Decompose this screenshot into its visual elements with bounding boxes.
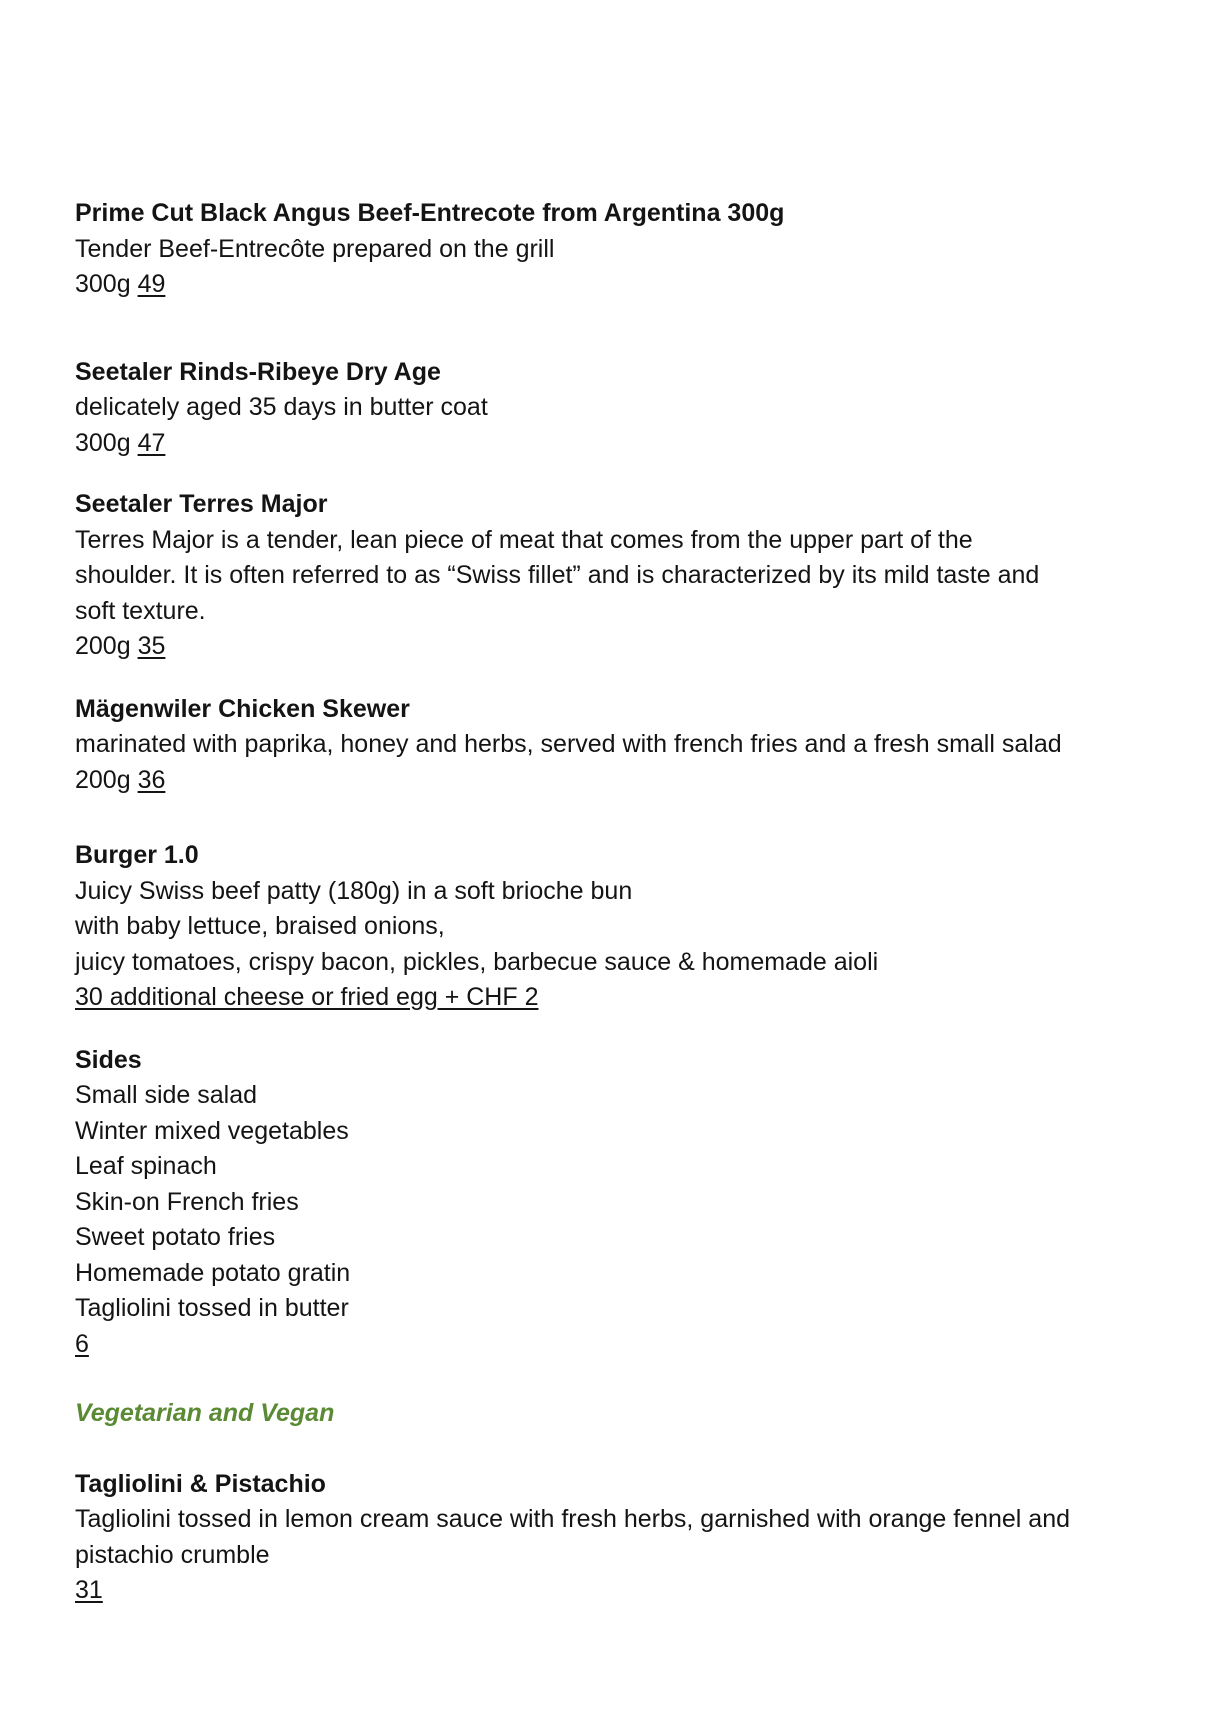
menu-item-description: marinated with paprika, honey and herbs, served with french fries and a fresh small salad: [75, 730, 1062, 758]
spacer: [75, 1016, 1175, 1043]
menu-item-description: Tender Beef-Entrecôte prepared on the grill: [75, 234, 555, 263]
menu-item-price-line: [75, 763, 1175, 799]
side-item: Winter mixed vegetables: [75, 1116, 349, 1145]
side-item: Sweet potato fries: [75, 1223, 276, 1251]
menu-item-price: 47: [137, 428, 166, 457]
spacer: [75, 461, 1175, 487]
menu-page: [75, 196, 1175, 1609]
menu-item-burger: [75, 838, 1175, 1016]
spacer: [75, 665, 1175, 692]
menu-item-description: soft texture.: [75, 596, 206, 625]
menu-item-price-line: [75, 426, 1175, 462]
menu-item-price-line: [75, 1327, 1175, 1363]
menu-item-title: Prime Cut Black Angus Beef-Entrecote from Argentina 300g: [75, 199, 785, 227]
menu-item-description: Juicy Swiss beef patty (180g) in a soft brioche bun: [75, 876, 633, 905]
menu-item-weight: 200g: [75, 765, 131, 794]
menu-item-price: 36: [137, 765, 166, 794]
menu-item-title: Tagliolini & Pistachio: [75, 1469, 326, 1498]
menu-item-description: juicy tomatoes, crispy bacon, pickles, barbecue sauce & homemade aioli: [75, 947, 879, 976]
menu-item-price: 30 additional cheese or fried egg + CHF 2: [75, 983, 539, 1011]
spacer: [75, 1432, 1175, 1467]
menu-item-description: delicately aged 35 days in butter coat: [75, 393, 488, 421]
menu-item-price-line: [75, 267, 1175, 303]
menu-item-title: Seetaler Terres Major: [75, 490, 328, 518]
side-item: Homemade potato gratin: [75, 1258, 351, 1287]
spacer: [75, 1362, 1175, 1396]
menu-item-description: pistachio crumble: [75, 1540, 270, 1569]
menu-item-entrecote: [75, 196, 1175, 303]
menu-item-price: 31: [75, 1576, 103, 1604]
menu-item-terres-major: [75, 487, 1175, 665]
side-item: Small side salad: [75, 1081, 258, 1109]
menu-item-weight: 200g: [75, 632, 131, 660]
menu-item-title: Burger 1.0: [75, 841, 199, 869]
menu-item-price: 35: [137, 632, 166, 660]
spacer: [75, 798, 1175, 838]
menu-item-chicken-skewer: [75, 692, 1175, 799]
menu-item-description: shoulder. It is often referred to as “Swiss fillet” and is characterized by its mild taste and: [75, 561, 1040, 589]
menu-section-sides: [75, 1043, 1175, 1363]
menu-item-title: Seetaler Rinds-Ribeye Dry Age: [75, 357, 441, 386]
menu-item-weight: 300g: [75, 270, 131, 298]
menu-item-title: Mägenwiler Chicken Skewer: [75, 694, 410, 723]
section-title: Sides: [75, 1045, 142, 1074]
menu-item-description: Tagliolini tossed in lemon cream sauce with fresh herbs, garnished with orange fennel and: [75, 1505, 1071, 1533]
side-item: Tagliolini tossed in butter: [75, 1294, 349, 1322]
menu-item-tagliolini-pistachio: [75, 1467, 1175, 1609]
menu-item-weight: 300g: [75, 428, 131, 457]
menu-item-price: 6: [75, 1329, 89, 1358]
menu-item-price-line: [75, 980, 1175, 1016]
section-heading-vegetarian: Vegetarian and Vegan: [75, 1399, 335, 1427]
menu-item-description: Terres Major is a tender, lean piece of meat that comes from the upper part of the: [75, 525, 973, 554]
menu-item-price-line: [75, 1573, 1175, 1609]
spacer: [75, 303, 1175, 355]
menu-item-price-line: [75, 629, 1175, 665]
side-item: Skin-on French fries: [75, 1187, 299, 1216]
menu-item-description: with baby lettuce, braised onions,: [75, 912, 445, 940]
menu-item-ribeye: [75, 355, 1175, 462]
side-item: Leaf spinach: [75, 1152, 217, 1180]
menu-item-price: 49: [137, 270, 166, 298]
